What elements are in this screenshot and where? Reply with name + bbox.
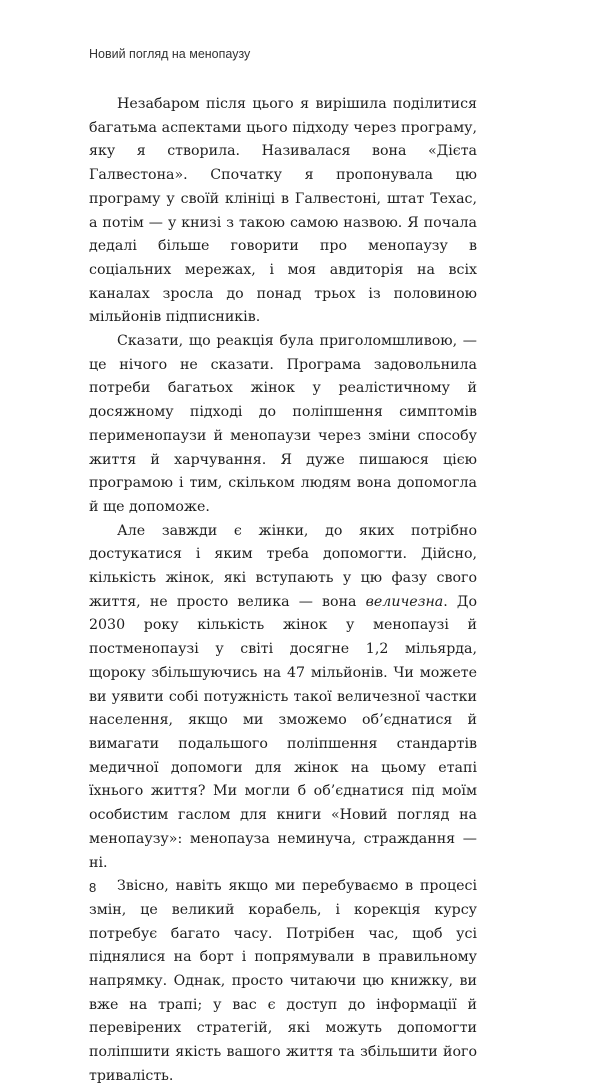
paragraph-text: Але завжди є жінки, до яких потрібно достукатися і яким треба допомогти. Дійсно, кількість жінок, які вступають у цю фазу свого життя, не просто велика — вона <box>89 522 477 610</box>
paragraph: Незабаром після цього я вирішила поділитися багатьма аспектами цього підходу через програму, яку я створила. Називалася вона «Дієта Галвестона». Спочатку я пропонувала цю програму у своїй клініці в Галвестоні, штат Техас, а потім — у книзі з такою самою назвою. Я почала дедалі більше говорити про менопаузу в соціальних мережах, і моя авдиторія на всіх каналах зросла до понад трьох із половиною мільйонів підписників. <box>89 96 477 326</box>
paragraph: Сказати, що реакція була приголомшливою, — це нічого не сказати. Програма задовольнила потреби багатьох жінок у реалістичному й досяжному підході до поліпшення симптомів перименопаузи й менопаузи через зміни способу життя й харчування. Я дуже пишаюся цією програмою і тим, скільком людям вона допомогла й ще допоможе. <box>89 333 477 515</box>
running-title: Новий погляд на менопаузу <box>89 47 251 61</box>
page-number: 8 <box>89 880 97 895</box>
paragraph-text: . До 2030 року кількість жінок у менопаузі й постменопаузі у світі досягне 1,2 мільярда, щороку збільшуючись на 47 мільйонів. Чи можете ви уявити собі потужність такої величезної частки населення, якщо ми зможемо об’єднатися й вимагати подальшого поліпшення стандартів медичної допомоги для жінок на цьому етапі їхнього життя? Ми могли б об’єднатися під моїм особистим гаслом для книги «Новий погляд на менопаузу»: менопауза неминуча, страждання — ні. <box>89 593 477 871</box>
paragraph: Звісно, навіть якщо ми перебуваємо в процесі змін, це великий корабель, і корекція курсу потребує багато часу. Потрібен час, щоб усі піднялися на борт і попрямували в правильному напрямку. Однак, просто читаючи цю книжку, ви вже на трапі; у вас є доступ до інформації й перевірених стратегій, які можуть допомогти поліпшити якість вашого життя та збільшити його тривалість. <box>89 878 477 1084</box>
paragraph <box>89 520 477 876</box>
body-text <box>89 93 477 1089</box>
emphasis-text: величезна <box>365 593 444 610</box>
